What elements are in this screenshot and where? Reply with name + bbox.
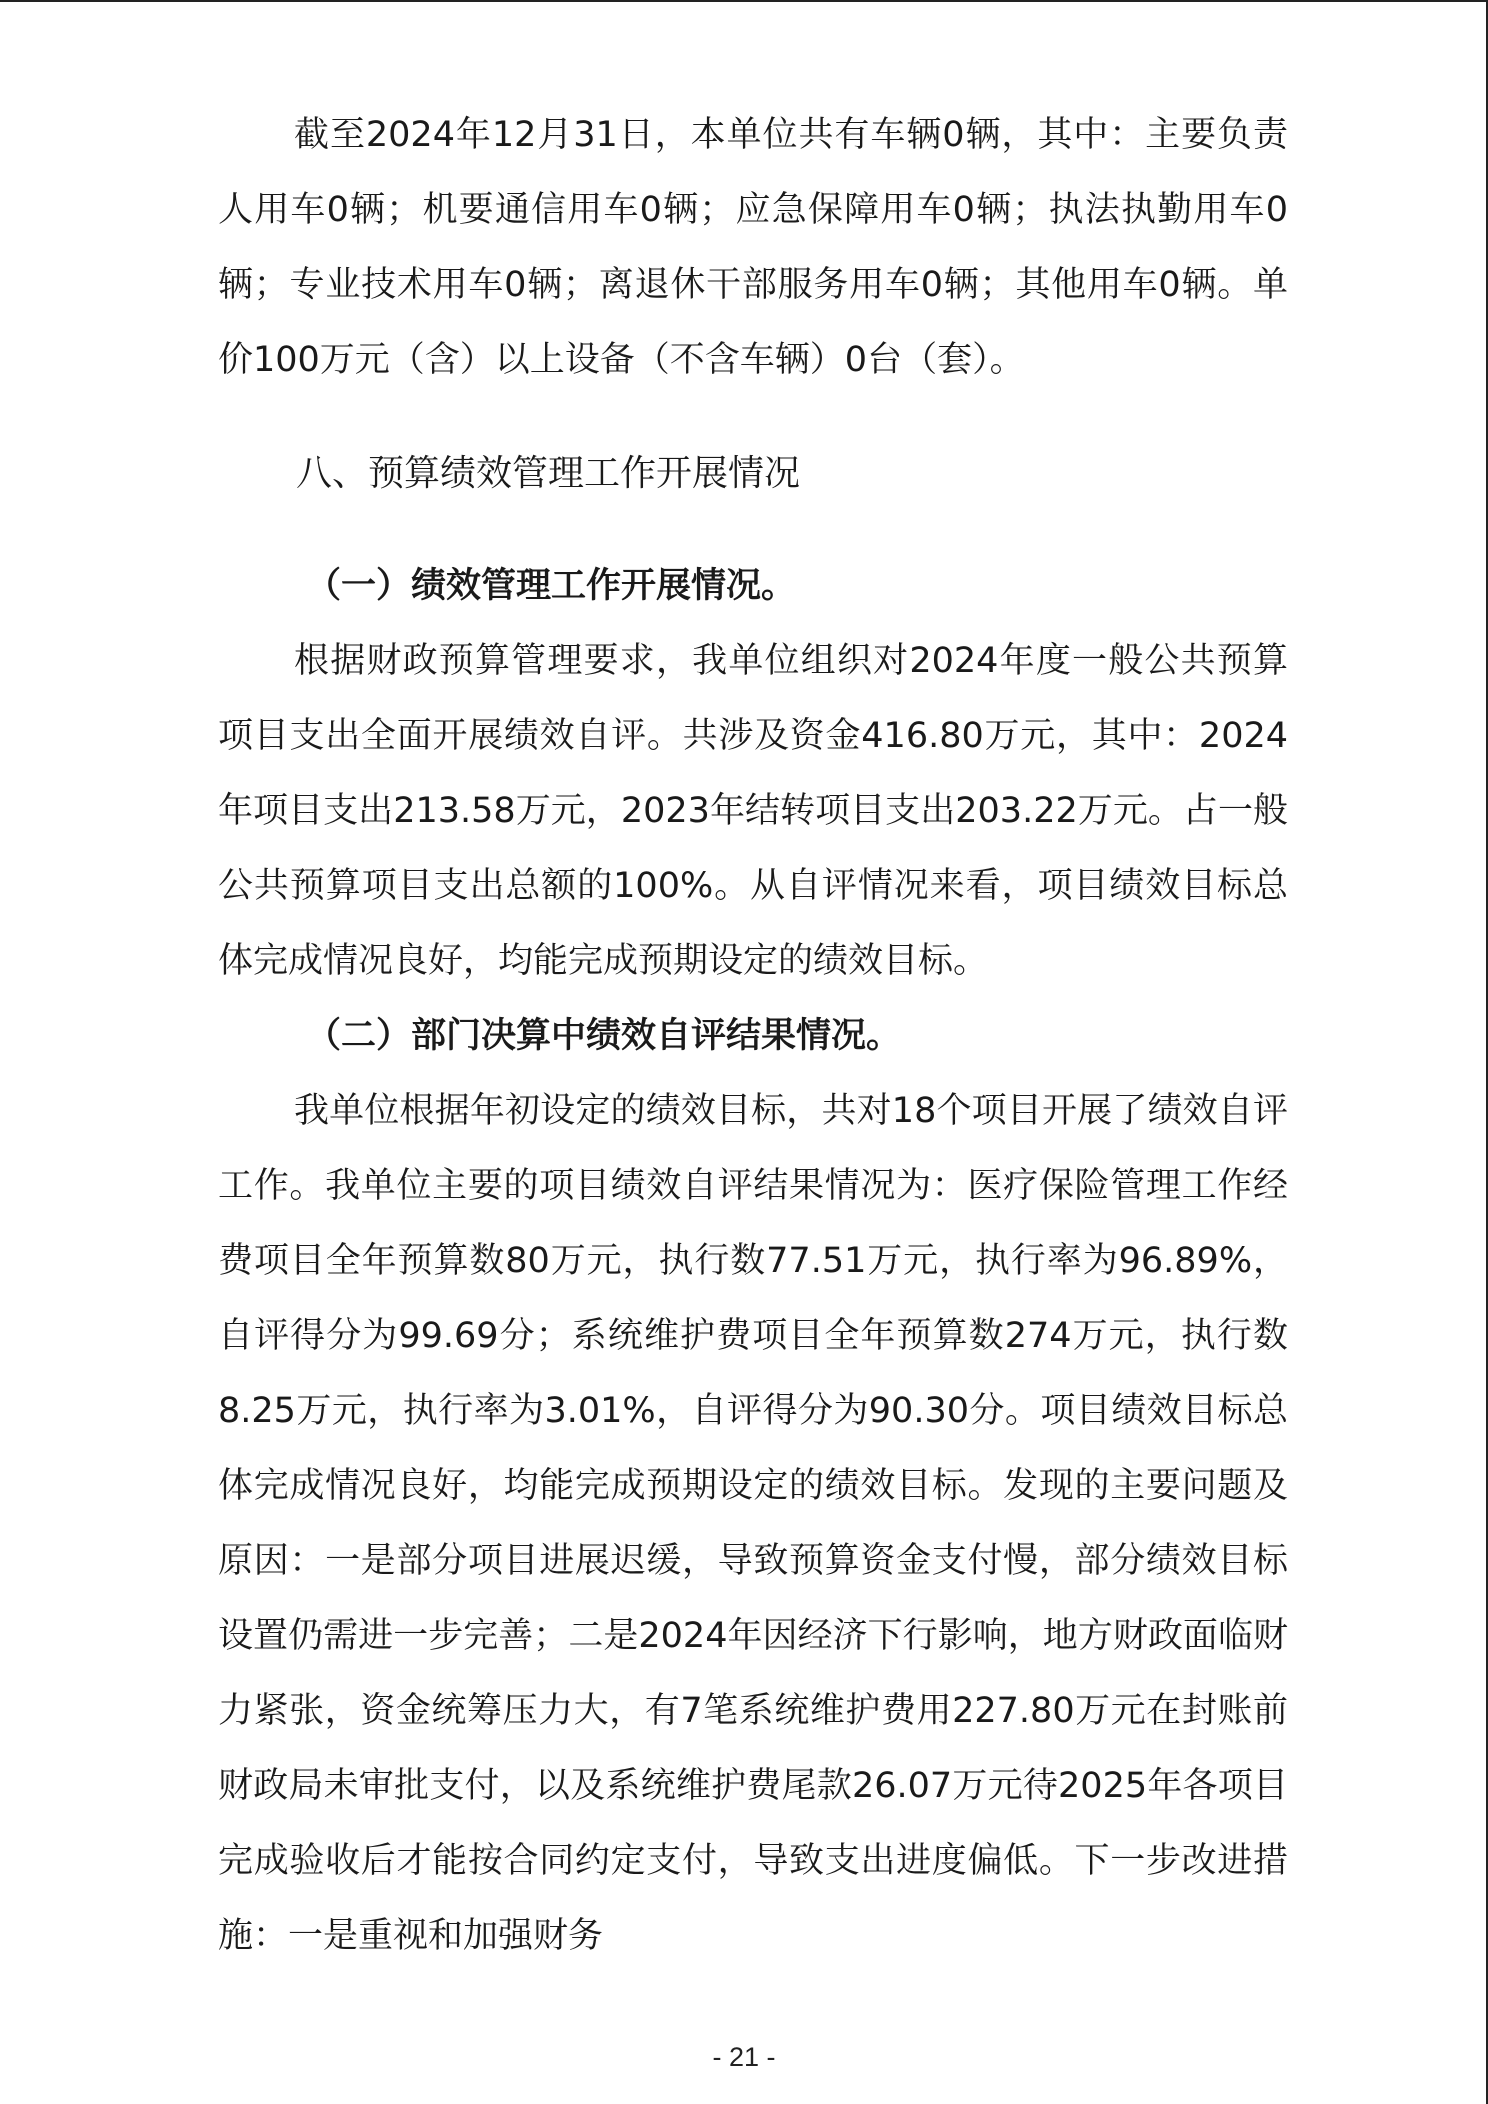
paragraph-self-evaluation: 我单位根据年初设定的绩效目标，共对18个项目开展了绩效自评工作。我单位主要的项目绩效自评结果情况为：医疗保险管理工作经费项目全年预算数80万元，执行数77.51万元，执行率为96.89%，自评得分为99.69分；系统维护费项目全年预算数274万元，执行数8.25万元，执行率为3.01%，自评得分为90.30分。项目绩效目标总体完成情况良好，均能完成预期设定的绩效目标。发现的主要问题及原因：一是部分项目进展迟缓，导致预算资金支付慢，部分绩效目标设置仍需进一步完善；二是2024年因经济下行影响，地方财政面临财力紧张，资金统筹压力大，有7笔系统维护费用227.80万元在封账前财政局未审批支付，以及系统维护费尾款26.07万元待2025年各项目完成验收后才能按合同约定支付，导致支出进度偏低。下一步改进措施：一是重视和加强财务 (218, 1091, 1288, 1956)
page-border-top (0, 0, 1488, 2)
subheading-2: （二）部门决算中绩效自评结果情况。 (306, 1016, 902, 1056)
document-page (218, 98, 1288, 1974)
section-heading-8: 八、预算绩效管理工作开展情况 (296, 453, 801, 494)
page-number: - 21 - (712, 2042, 776, 2072)
paragraph-performance-management: 根据财政预算管理要求，我单位组织对2024年度一般公共预算项目支出全面开展绩效自评。共涉及资金416.80万元，其中：2024年项目支出213.58万元，2023年结转项目支出203.22万元。占一般公共预算项目支出总额的100%。从自评情况来看，项目绩效目标总体完成情况良好，均能完成预期设定的绩效目标。 (218, 641, 1288, 981)
paragraph-vehicles: 截至2024年12月31日，本单位共有车辆0辆，其中：主要负责人用车0辆；机要通信用车0辆；应急保障用车0辆；执法执勤用车0辆；专业技术用车0辆；离退休干部服务用车0辆；其他用车0辆。单价100万元（含）以上设备（不含车辆）0台（套）。 (218, 115, 1288, 380)
subheading-1: （一）绩效管理工作开展情况。 (306, 566, 797, 606)
